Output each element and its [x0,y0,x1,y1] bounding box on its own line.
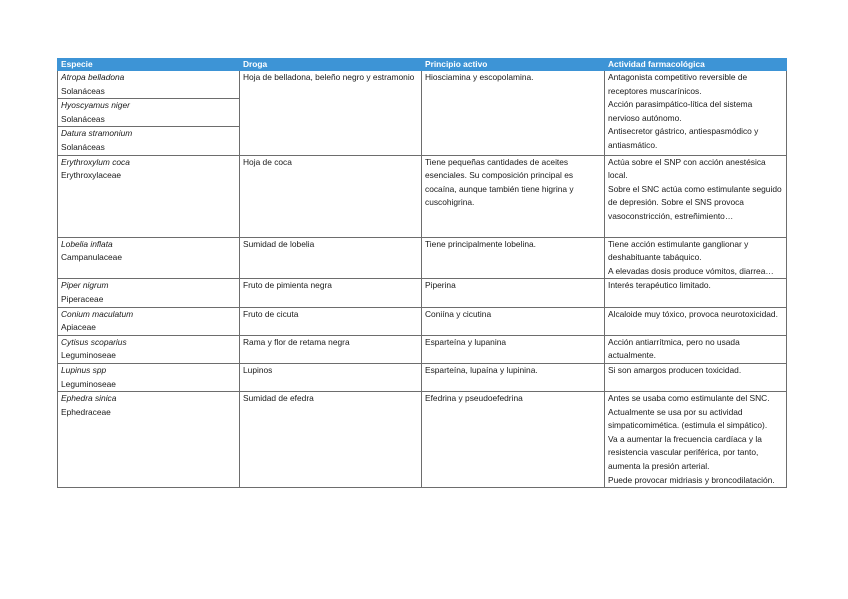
species-family: Leguminoseae [61,378,116,389]
activity-cell [605,307,787,335]
activity-paragraph: A elevadas dosis produce vómitos, diarrea… [608,265,774,276]
species-cell [58,279,240,307]
header-principio-activo: Principio activo [422,59,605,71]
drug-cell: Fruto de cicuta [240,307,422,335]
table-row [58,155,787,237]
principle-cell: Esparteína y lupanina [422,335,605,363]
activity-paragraph: Antes se usaba como estimulante del SNC. [608,393,770,404]
principle-cell: Piperina [422,279,605,307]
species-family: Piperaceae [61,293,104,304]
species-entry [58,126,239,154]
activity-paragraph: Actúa sobre el SNP con acción anestésica local. [608,156,766,181]
species-name: Lupinus spp [61,364,107,375]
activity-paragraph: Puede provocar midriasis y broncodilatación. [608,474,775,485]
species-name: Atropa belladona [61,72,125,82]
drug-cell: Sumidad de lobelia [240,237,422,279]
species-family: Campanulaceae [61,252,122,263]
table-row [58,363,787,391]
activity-paragraph: Acción parasimpático-lítica del sistema nervioso autónomo. [608,99,753,123]
species-name: Piper nigrum [61,280,109,291]
table-row [58,71,787,156]
species-name: Ephedra sinica [61,393,117,404]
species-cell [58,237,240,279]
header-row [58,59,787,71]
drug-cell: Hoja de coca [240,155,422,237]
activity-paragraph: Si son amargos producen toxicidad. [608,364,742,375]
species-family: Leguminoseae [61,350,116,361]
table-row [58,237,787,279]
activity-paragraph: Alcaloide muy tóxico, provoca neurotoxicidad. [608,308,778,319]
species-cell [58,307,240,335]
species-family: Solanáceas [61,85,105,96]
species-cell [58,335,240,363]
principle-cell: Esparteína, lupaína y lupinina. [422,363,605,391]
species-name: Conium maculatum [61,308,134,319]
table-row [58,307,787,335]
species-cell [58,155,240,237]
species-entry [58,71,239,98]
species-family: Ephedraceae [61,406,111,417]
principle-cell: Tiene pequeñas cantidades de aceites esenciales. Su composición principal es cocaína, aunque también tiene higrina y cuscohigrina. [422,155,605,237]
principle-cell: Tiene principalmente lobelina. [422,237,605,279]
species-family: Solanáceas [61,113,105,124]
species-cell [58,363,240,391]
activity-cell [605,335,787,363]
activity-cell [605,363,787,391]
species-family: Apiaceae [61,322,96,333]
species-cell [58,392,240,488]
activity-cell [605,155,787,237]
header-actividad: Actividad farmacológica [605,59,787,71]
drug-cell: Rama y flor de retama negra [240,335,422,363]
activity-paragraph: Interés terapéutico limitado. [608,280,711,291]
activity-paragraph: Antagonista competitivo reversible de receptores muscarínicos. [608,72,748,96]
activity-cell [605,279,787,307]
drug-cell: Sumidad de efedra [240,392,422,488]
pharmacology-table [57,58,787,488]
activity-paragraph: Actualmente se usa por su actividad simpaticomimética. (estimula el simpático). [608,406,768,431]
drug-cell: Hoja de belladona, beleño negro y estramonio [240,71,422,156]
species-cell [58,71,240,156]
drug-cell: Lupinos [240,363,422,391]
principle-cell: Efedrina y pseudoefedrina [422,392,605,488]
activity-cell [605,392,787,488]
activity-paragraph: Antisecretor gástrico, antiespasmódico y antiasmático. [608,126,759,150]
species-name: Lobelia inflata [61,238,113,249]
species-name: Hyoscyamus niger [61,100,130,111]
activity-cell [605,237,787,279]
activity-paragraph: Sobre el SNC actúa como estimulante seguido de depresión. Sobre el SNS provoca vasoconstricción, estreñimiento… [608,183,782,221]
activity-paragraph: Va a aumentar la frecuencia cardíaca y la resistencia vascular periférica, por tanto, aumenta la presión arterial. [608,433,762,472]
species-entry [58,98,239,126]
table-row [58,335,787,363]
principle-cell: Hiosciamina y escopolamina. [422,71,605,156]
activity-cell [605,71,787,156]
species-name: Datura stramonium [61,128,133,139]
species-name: Cytisus scoparius [61,336,127,347]
species-family: Solanáceas [61,141,105,152]
table-row [58,279,787,307]
table-row [58,392,787,488]
activity-paragraph: Acción antiarrítmica, pero no usada actualmente. [608,336,740,361]
header-droga: Droga [240,59,422,71]
species-family: Erythroxylaceae [61,170,122,181]
species-name: Erythroxylum coca [61,156,130,167]
header-especie: Especie [58,59,240,71]
principle-cell: Coniína y cicutina [422,307,605,335]
activity-paragraph: Tiene acción estimulante ganglionar y deshabituante tabáquico. [608,238,749,263]
drug-cell: Fruto de pimienta negra [240,279,422,307]
